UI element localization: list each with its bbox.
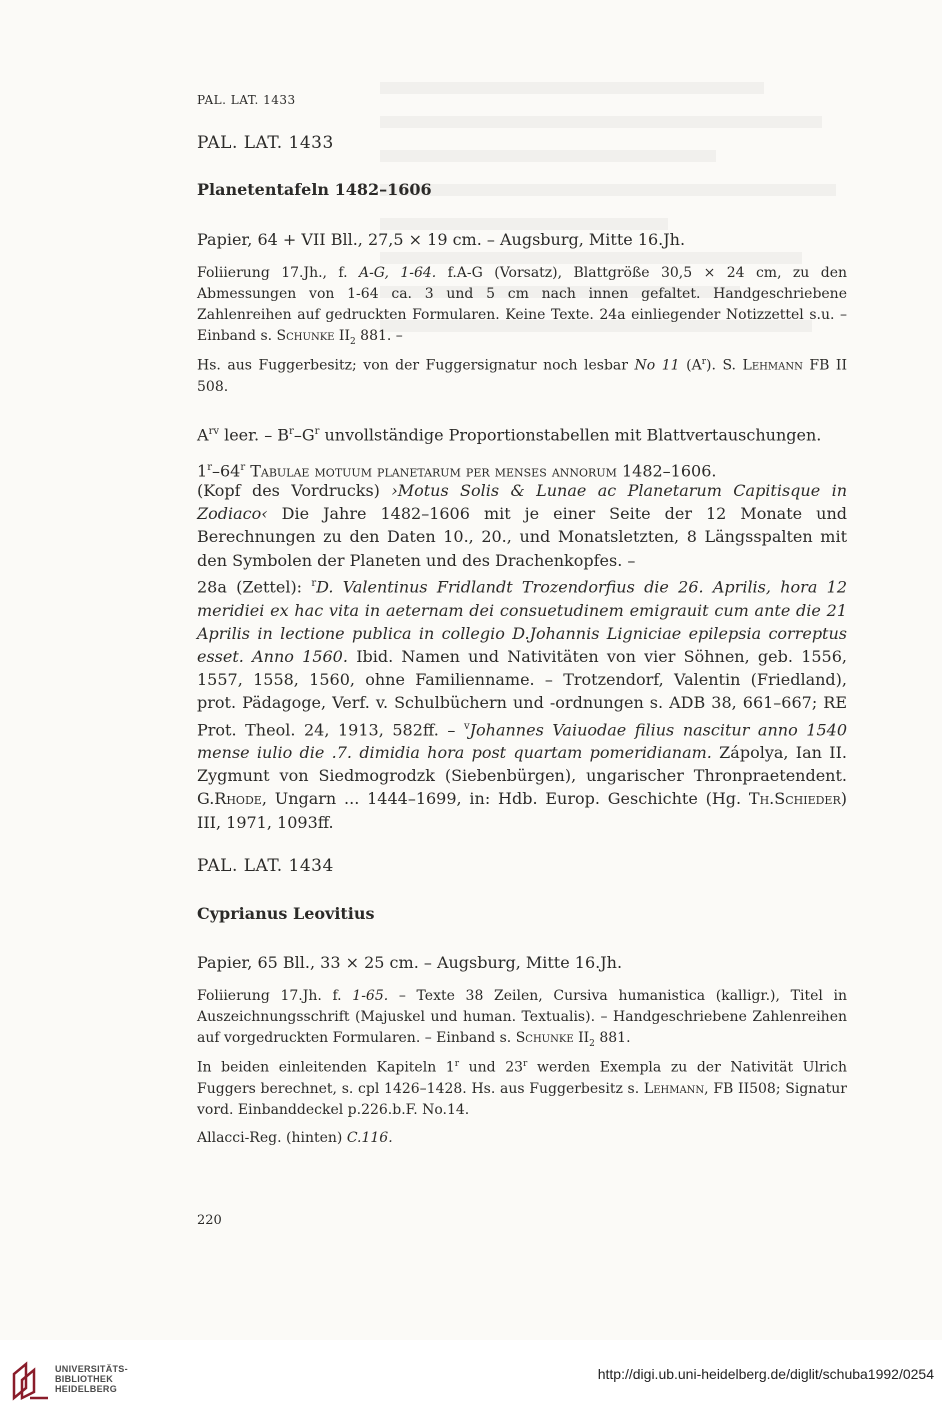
entry2-signature: PAL. LAT. 1434 [197, 856, 334, 876]
entry2-title: Cyprianus Leovitius [197, 904, 375, 923]
entry1-contents-heading: 1$^r$–64$^r$ Tabulae motuum planetarum per menses annorum 1482–1606. [197, 461, 717, 481]
entry1-foliation: Foliierung 17.Jh., f. A-G, 1-64. f.A-G (Vorsatz), Blattgröße 30,5 × 24 cm, zu den Abmessungen von 1-64 ca. 3 und 5 cm nach innen gefaltet. Handgeschriebene Zahlenreihen auf gedruckten Formularen. Keine Texte. 24a einliegender Notizzettel s.u. – Einband s. Schunke $II_2$ 881. – [197, 265, 848, 347]
library-footer [0, 1340, 942, 1414]
entry2-provenance: In beiden einleitenden Kapiteln 1$^r$ und 23$^r$ werden Exempla zu der Nativität Ulrich Fuggers berechnet, s. cpl 1426–1428. Hs. aus Fuggerbesitz s. Lehmann, FB II508; Signatur vord. Einbanddeckel p.226.b.F. No.14. [197, 1059, 847, 1118]
entry1-provenance: Hs. aus Fuggerbesitz; von der Fuggersignatur noch lesbar No 11 $(A^r)$. S. Lehmann FB II 508. [197, 357, 847, 395]
entry1-flyleaves: $A^{rv}$ leer. – $B^r-G^r$ unvollständige Proportionstabellen mit Blattvertauschungen. [197, 425, 822, 445]
entry2-foliation: Foliierung 17.Jh. f. 1-65. – Texte 38 Zeilen, Cursiva humanistica (kalligr.), Titel in Auszeichnungsschrift (Majuskel und human. Textualis). – Handgeschriebene Zahlenreihen auf vorgedruckten Formularen. – Einband s. Schunke $II_2$ 881. [197, 988, 847, 1049]
page-number: 220 [197, 1213, 222, 1228]
entry1-description: Papier, 64 + VII Bll., 27,5 × 19 cm. – Augsburg, Mitte 16.Jh. [197, 230, 686, 249]
university-library-logo-icon[interactable] [10, 1360, 52, 1402]
source-url-link[interactable]: http://digi.ub.uni-heidelberg.de/diglit/schuba1992/0254 [597, 1366, 934, 1382]
entry1-note-slip: 28a (Zettel): $^r$D. Valentinus Fridlandt Trozendorfius die 26. Aprilis, hora 12 meridiei ex hac vita in aeternam dei consuetudinem emigrauit cum ante die 21 Aprilis in lectione publica in collegio D.Johannis Ligniciae epilepsia correptus esset. Anno 1560. Ibid. Namen und Nativitäten von vier Söhnen, geb. 1556, 1557, 1558, 1560, ohne Familienname. – Trotzendorf, Valentin (Friedland), prot. Pädagoge, Verf. v. Schulbüchern und -ordnungen s. ADB 38, 661–667; RE Prot. Theol. 24, 1913, 582ff. – $^v$Johannes Vaiuodae filius nascitur anno 1540 mense iulio die .7. dimidia hora post quartam pomeridianam. Zápolya, Ian II. Zygmunt von Siedmogrodzk (Siebenbürgen), ungarischer Thronpraetendent. G.Rhode, Ungarn ... 1444–1699, in: Hdb. Europ. Geschichte (Hg. Th.Schieder) III, 1971, 1093ff. [197, 577, 848, 832]
running-head: PAL. LAT. 1433 [197, 93, 296, 107]
entry2-description: Papier, 65 Bll., 33 × 25 cm. – Augsburg, Mitte 16.Jh. [197, 953, 623, 972]
library-name: UNIVERSITÄTS- BIBLIOTHEK HEIDELBERG [55, 1364, 128, 1394]
entry2-allacci-register: Allacci-Reg. (hinten) C.116. [197, 1130, 393, 1146]
entry1-title: Planetentafeln 1482–1606 [197, 180, 432, 199]
entry1-signature: PAL. LAT. 1433 [197, 133, 334, 153]
entry1-contents-body: (Kopf des Vordrucks) ›Motus Solis & Lunae ac Planetarum Capitisque in Zodiaco‹ Die Jahre 1482–1606 mit je einer Seite der 12 Monate und Berechnungen zu den Daten 10., 20., und Monatsletzten, 8 Längsspalten mit den Symbolen der Planeten und des Drachenkopfes. – [197, 481, 847, 570]
